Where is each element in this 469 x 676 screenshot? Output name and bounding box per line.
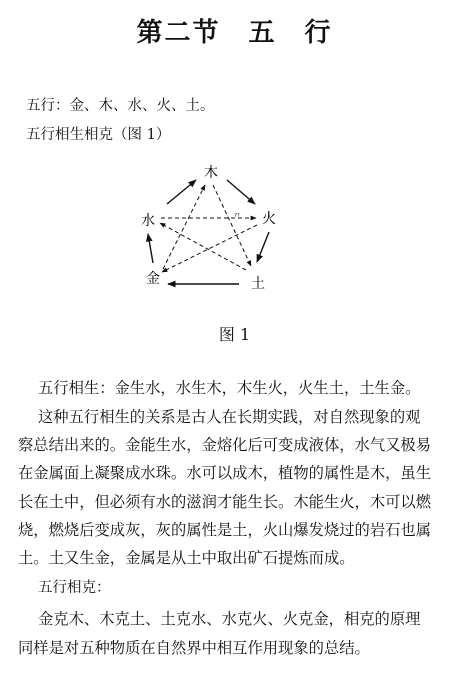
- arrow-wood-to-fire: [227, 180, 255, 204]
- arrow-metal-to-wood: [163, 185, 205, 269]
- arrow-earth-to-water: [160, 223, 246, 270]
- paragraph-line: 察总结出来的。金能生水，金熔化后可变成液体，水气又极易: [18, 436, 432, 454]
- arrow-metal-to-water: [148, 234, 153, 263]
- paragraph-line: 金克木、木克土、土克水、水克火、火克金，相克的原理: [38, 610, 421, 628]
- node-water: 水: [141, 213, 155, 229]
- node-earth: 土: [251, 276, 265, 292]
- paragraph-line: 在金属面上凝聚成水珠。水可以成木，植物的属性是木，虽生: [18, 464, 432, 482]
- arrow-water-to-wood: [167, 180, 196, 204]
- node-metal: 金: [146, 271, 160, 287]
- arrow-fire-to-earth: [257, 232, 269, 262]
- figure-caption: 图 1: [218, 325, 251, 344]
- paragraph-line: 长在土中，但必须有水的滋润才能生长。木能生火，木可以燃: [18, 493, 432, 511]
- diagram-small-mark: ??: [234, 213, 240, 219]
- paragraph-line: 土。土又生金，金属是从土中取出矿石提炼而成。: [18, 549, 355, 567]
- intro-line: 五行：金、木、水、火、土。: [26, 98, 215, 114]
- paragraph-line: 同样是对五种物质在自然界中相互作用现象的总结。: [18, 639, 370, 657]
- figure-heading: 五行相生相克（图 1）: [26, 127, 171, 143]
- paragraph-line: 这种五行相生的关系是古人在长期实践，对自然现象的观: [38, 408, 421, 426]
- arrow-wood-to-earth: [213, 185, 251, 266]
- paragraph-line: 五行相生：金生水，水生木，木生火，火生土，土生金。: [38, 379, 421, 397]
- node-wood: 木: [204, 165, 218, 181]
- subheading-controlling: 五行相克：: [38, 580, 111, 596]
- paragraph-line: 烧，燃烧后变成灰，灰的属性是土，火山爆发烧过的岩石也属: [18, 521, 432, 539]
- five-elements-diagram: [130, 155, 290, 295]
- section-title: 第二节 五 行: [136, 18, 333, 48]
- node-fire: 火: [262, 211, 276, 227]
